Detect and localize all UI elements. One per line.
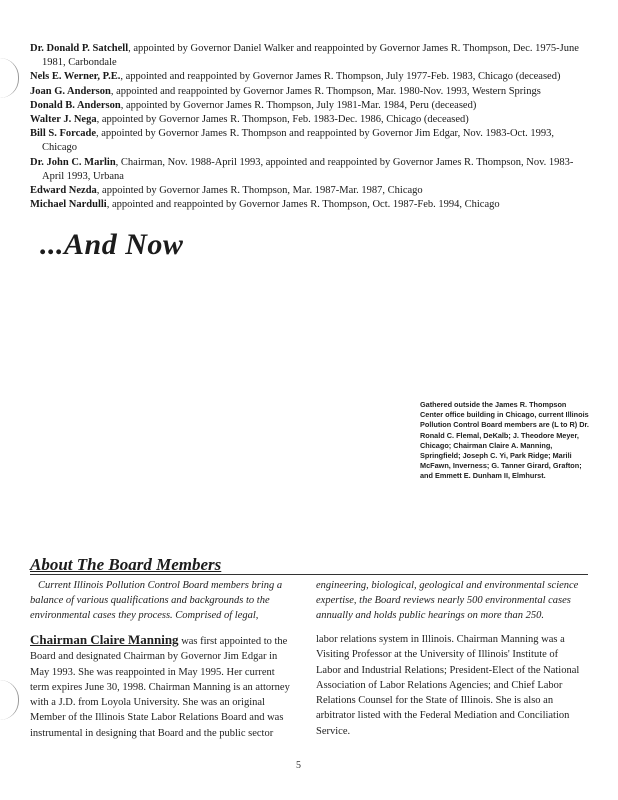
member-entry (30, 113, 590, 127)
former-members-list (30, 42, 590, 212)
member-name: Walter J. Nega (30, 114, 97, 126)
binder-hole-mark (0, 58, 19, 98)
intro-text-right: engineering, biological, geological and environmental science expertise, the Board reviews nearly 500 environmental cases annually and holds public hearings on more than 250. (316, 580, 579, 621)
photo-caption: Gathered outside the James R. Thompson Center office building in Chicago, current Illinois Pollution Control Board members are (L to R) Dr. Ronald C. Flemal, DeKalb; J. Theodore Meyer, Chicago; Chairman Claire A. Manning, Springfield; Joseph C. Yi, Park Ridge; Marili McFawn, Inverness; G. Tanner Girard, Grafton; and Emmett E. Dunham II, Elmhurst. (420, 400, 589, 481)
chairman-name-lead: Chairman Claire Manning (30, 632, 179, 647)
member-entry (30, 127, 590, 155)
section-divider (30, 574, 588, 575)
member-entry (30, 70, 590, 84)
member-entry (30, 99, 590, 113)
member-details: , appointed by Governor Daniel Walker and reappointed by Governor James R. Thompson, Dec. 1975-June 1981, Carbondale (42, 43, 579, 69)
intro-text-left: Current Illinois Pollution Control Board members bring a balance of various qualifications and backgrounds to the environmental cases they process. Comprised of legal, (30, 580, 283, 621)
member-details: , appointed and reappointed by Governor James R. Thompson, Oct. 1987-Feb. 1994, Chicago (106, 199, 500, 211)
page-number: 5 (296, 760, 301, 771)
member-entry (30, 198, 590, 212)
member-details: , appointed and reappointed by Governor James R. Thompson, Mar. 1980-Nov. 1993, Western Springs (110, 85, 541, 97)
member-entry (30, 85, 590, 99)
member-name: Donald B. Anderson (30, 99, 121, 111)
body-text-right: labor relations system in Illinois. Chairman Manning was a Visiting Professor at the University of Illinois' Institute of Labor and Industrial Relations; President-Elect of the National Association of Labor Relations Agencies; and Chief Labor Relations Counsel for the State of Illinois. She is also an arbitrator listed with the Federal Mediation and Conciliation Service. (316, 634, 580, 737)
member-entry (30, 184, 590, 198)
member-details: , appointed and reappointed by Governor James R. Thompson, July 1977-Feb. 1983, Chicago (deceased) (120, 71, 561, 83)
member-name: Edward Nezda (30, 185, 97, 197)
member-name: Nels E. Werner, P.E. (30, 71, 121, 83)
member-entry (30, 156, 590, 184)
member-details: , Chairman, Nov. 1988-April 1993, appointed and reappointed by Governor James R. Thompson, Nov. 1983-April 1993, Urbana (42, 156, 574, 182)
member-name: Dr. John C. Marlin (30, 156, 116, 168)
member-details: , appointed by Governor James R. Thompson and reappointed by Governor Jim Edgar, Nov. 1983-Oct. 1993, Chicago (42, 128, 555, 154)
body-text-left (30, 632, 292, 741)
binder-hole-mark (0, 680, 19, 720)
member-details: , appointed by Governor James R. Thompson, Feb. 1983-Dec. 1986, Chicago (deceased) (96, 114, 469, 126)
chairman-bio-part1: was first appointed to the Board and designated Chairman by Governor Jim Edgar in May 1993. She was reappointed in May 1995. Her current term expires June 30, 1998. Chairman Manning is an attorney with a J.D. from Loyola University. She was an original Member of the Illinois State Labor Relations Board and was instrumental in designing that Board and the public sector (30, 636, 290, 739)
member-entry (30, 42, 590, 70)
member-name: Michael Nardulli (30, 199, 107, 211)
member-details: , appointed by Governor James R. Thompson, July 1981-Mar. 1984, Peru (deceased) (120, 99, 477, 111)
member-details: , appointed by Governor James R. Thompson, Mar. 1987-Mar. 1987, Chicago (96, 185, 423, 197)
about-section-title: About The Board Members (30, 555, 222, 574)
and-now-heading: ...And Now (40, 228, 184, 261)
member-name: Dr. Donald P. Satchell (30, 43, 129, 54)
member-name: Bill S. Forcade (30, 128, 97, 140)
member-name: Joan G. Anderson (30, 85, 111, 97)
